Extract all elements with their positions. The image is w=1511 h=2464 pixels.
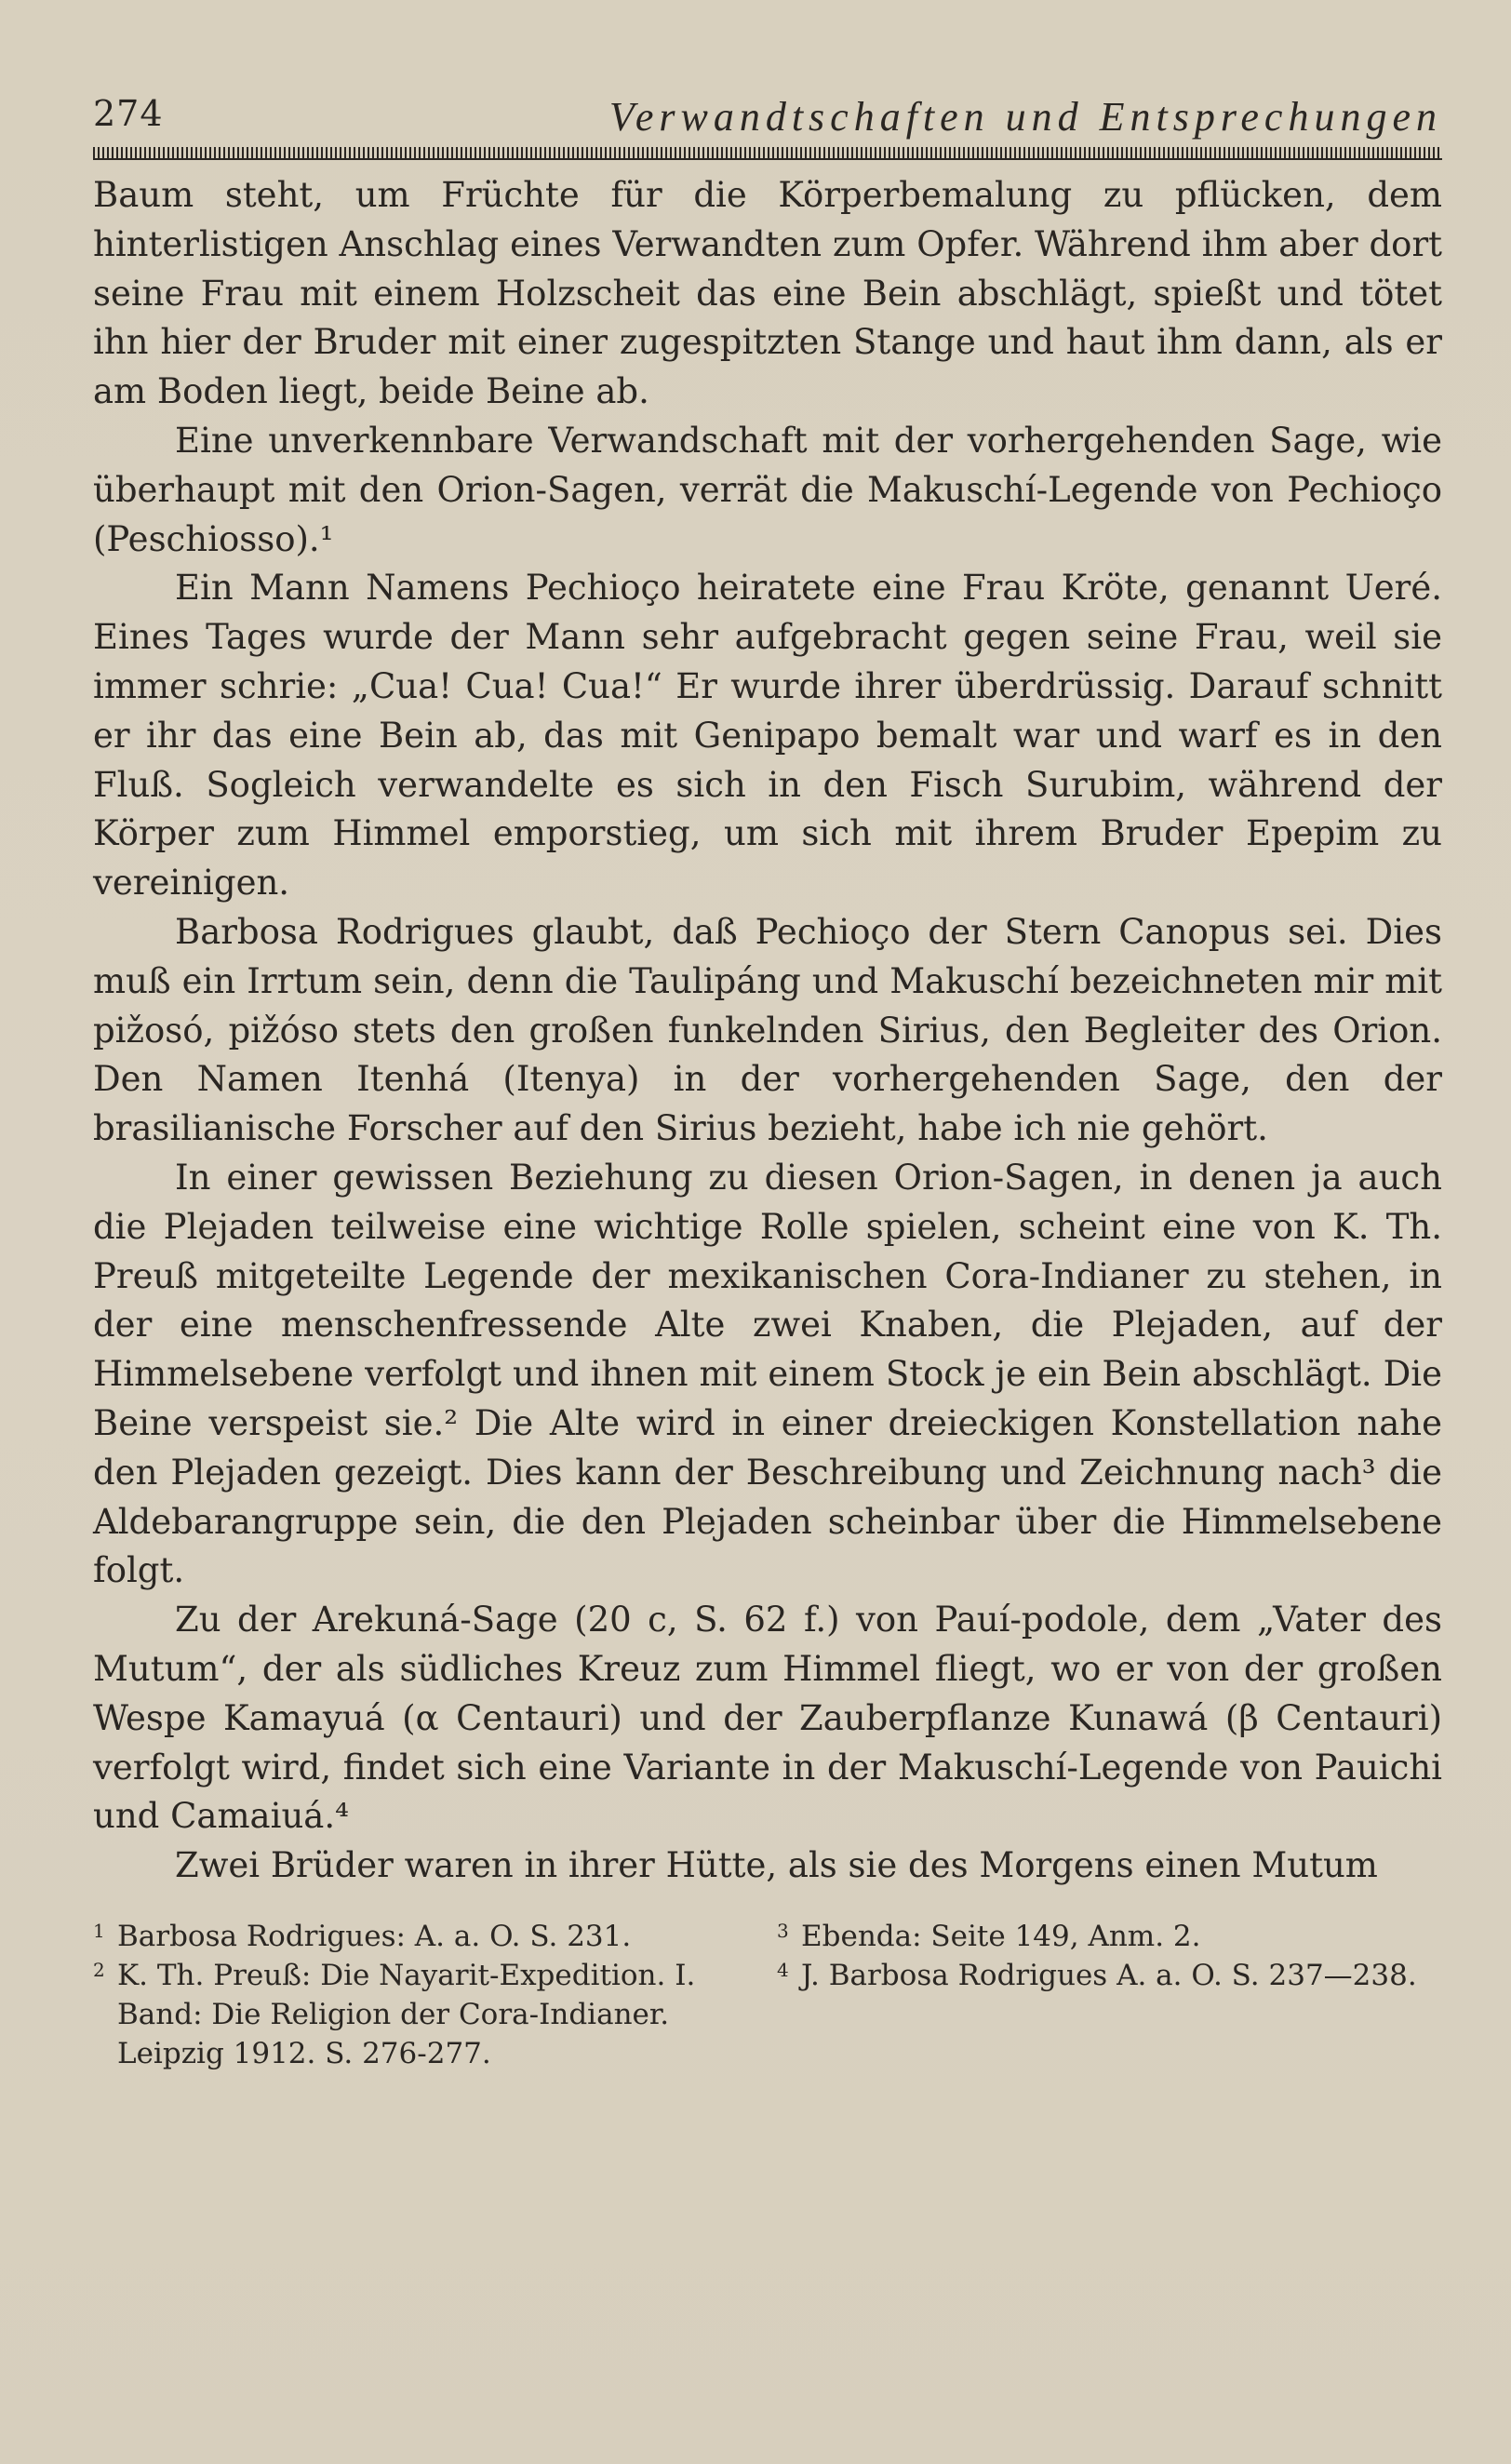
paragraph: Barbosa Rodrigues glaubt, daß Pechioço der Stern Canopus sei. Dies muß ein Irrtum sein, denn die Taulipáng und Makuschí bezeichneten mir mit pižosó, pižóso stets den großen funkelnden Sirius, den Begleiter des Orion. Den Namen Itenhá (Itenya) in der vorhergehenden Sage, den der brasilianische Forscher auf den Sirius bezieht, habe ich nie gehört. xyxy=(93,911,1442,1149)
footnote-text: Ebenda: Seite 149, Anm. 2. xyxy=(801,1920,1201,1953)
footnote-text: K. Th. Preuß: Die Nayarit-Expedition. I. Band: Die Religion der Cora-Indianer. Leipzig 1912. S. 276-277. xyxy=(117,1959,696,2070)
footnote-column-right xyxy=(777,1917,1442,1995)
paragraph: Eine unverkennbare Verwandschaft mit der vorhergehenden Sage, wie überhaupt mit den Orion-Sagen, verrät die Makuschí-Legende von Pechioço (Peschiosso).¹ xyxy=(93,420,1442,559)
paragraph: Baum steht, um Früchte für die Körperbemalung zu pflücken, dem hinterlistigen Anschlag eines Verwandten zum Opfer. Während ihm aber dort seine Frau mit einem Holzscheit das eine Bein abschlägt, spießt und tötet ihn hier der Bruder mit einer zugespitzten Stange und haut ihm dann, als er am Boden liegt, beide Beine ab. xyxy=(93,175,1442,412)
page-number: 274 xyxy=(93,93,164,134)
footnote-mark: 2 xyxy=(93,1959,105,1981)
page-header xyxy=(93,93,1442,149)
footnote-text: Barbosa Rodrigues: A. a. O. S. 231. xyxy=(117,1920,632,1953)
footnote xyxy=(777,1917,1442,1956)
header-rule xyxy=(93,147,1442,160)
footnote xyxy=(93,1917,744,1956)
paragraph: Zu der Arekuná-Sage (20 c, S. 62 f.) von Pauí-podole, dem „Vater des Mutum“, der als südliches Kreuz zum Himmel fliegt, wo er von der großen Wespe Kamayuá (α Centauri) und der Zauberpflanze Kunawá (β Centauri) verfolgt wird, findet sich eine Variante in der Makuschí-Legende von Pauichi und Camaiuá.⁴ xyxy=(93,1600,1442,1837)
footnote xyxy=(93,1956,744,2073)
footnote-mark: 3 xyxy=(777,1920,789,1942)
footnote-text: J. Barbosa Rodrigues A. a. O. S. 237—238. xyxy=(801,1959,1417,1992)
footnote-mark: 4 xyxy=(777,1959,789,1981)
footnote xyxy=(777,1956,1442,1995)
running-head: Verwandtschaften und Entsprechungen xyxy=(608,94,1442,140)
paragraph: Zwei Brüder waren in ihrer Hütte, als sie des Morgens einen Mutum xyxy=(175,1845,1378,1886)
paragraph: In einer gewissen Beziehung zu diesen Orion-Sagen, in denen ja auch die Plejaden teilweise eine wichtige Rolle spielen, scheint eine von K. Th. Preuß mitgeteilte Legende der mexikanischen Cora-Indianer zu stehen, in der eine menschenfressende Alte zwei Knaben, die Plejaden, auf der Himmelsebene verfolgt und ihnen mit einem Stock je ein Bein abschlägt. Die Beine verspeist sie.² Die Alte wird in einer dreieckigen Konstellation nahe den Plejaden gezeigt. Dies kann der Beschreibung und Zeichnung nach³ die Aldebarangruppe sein, die den Plejaden scheinbar über die Himmelsebene folgt. xyxy=(93,1157,1442,1591)
paragraph: Ein Mann Namens Pechioço heiratete eine Frau Kröte, genannt Ueré. Eines Tages wurde der Mann sehr aufgebracht gegen seine Frau, weil sie immer schrie: „Cua! Cua! Cua!“ Er wurde ihrer überdrüssig. Darauf schnitt er ihr das eine Bein ab, das mit Genipapo bemalt war und warf es in den Fluß. Sogleich verwandelte es sich in den Fisch Surubim, während der Körper zum Himmel emporstieg, um sich mit ihrem Bruder Epepim zu vereinigen. xyxy=(93,568,1442,904)
footnote-column-left xyxy=(93,1917,744,2073)
body-text xyxy=(93,171,1442,1891)
footnote-mark: 1 xyxy=(93,1920,105,1942)
